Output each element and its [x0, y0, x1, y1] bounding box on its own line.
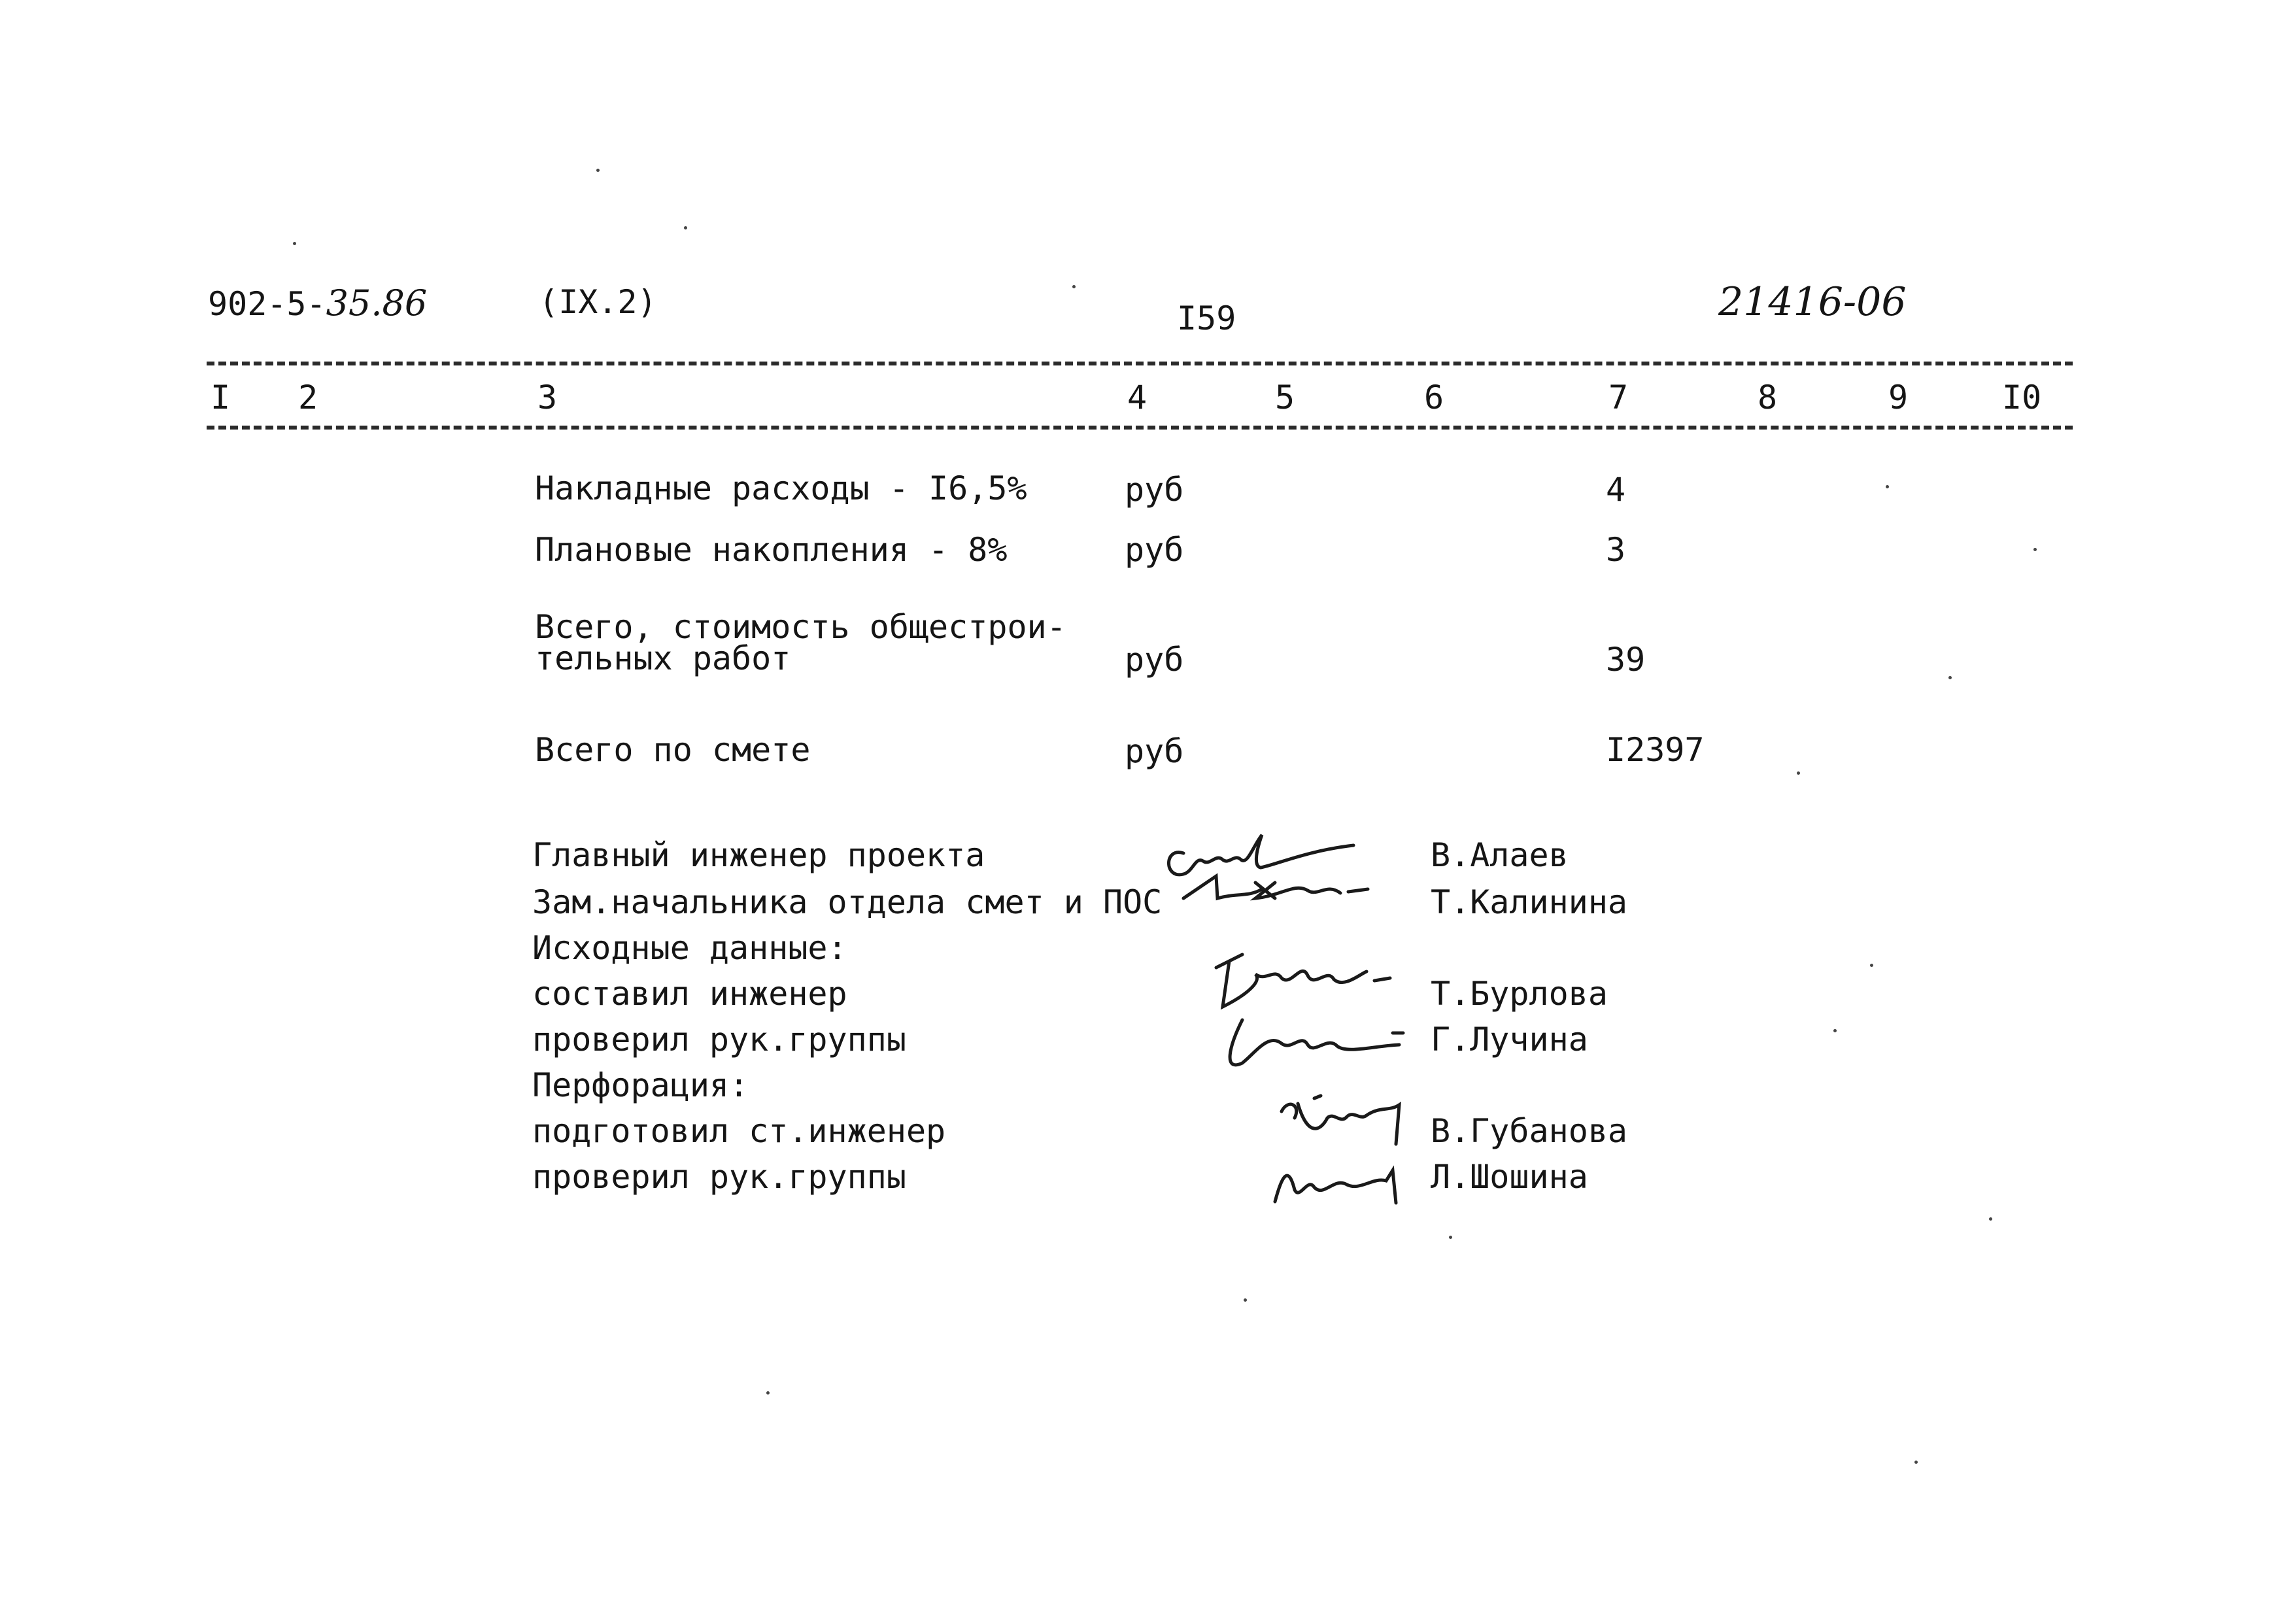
prepared-by-label: подготовил ст.инженер: [532, 1112, 946, 1150]
page-number: I59: [1177, 299, 1236, 337]
column-2-header: 2: [298, 379, 318, 416]
deputy-head-label: Зам.начальника отдела смет и ПОС: [532, 883, 1163, 921]
document-code-handwritten: 35.86: [326, 282, 428, 324]
column-1-header: I: [211, 379, 231, 416]
scan-speck: [684, 226, 687, 229]
scan-speck: [1797, 771, 1800, 775]
scan-speck: [1870, 964, 1873, 967]
planned-savings-label: Плановые накопления - 8%: [535, 531, 1008, 569]
general-construction-total-value: 39: [1606, 641, 1646, 679]
overhead-costs-label: Накладные расходы - I6,5%: [535, 469, 1027, 507]
section-number: (IX.2): [539, 283, 657, 321]
column-4-header: 4: [1127, 379, 1148, 416]
scan-speck: [1244, 1298, 1247, 1302]
scan-speck: [596, 169, 600, 172]
checked-by-2-label: проверил рук.группы: [532, 1158, 906, 1196]
checked-by-signature: [1216, 1007, 1406, 1079]
planned-savings-unit: руб: [1125, 531, 1184, 569]
deputy-head-signature: [1177, 870, 1373, 909]
general-construction-total-label-line2: тельных работ: [535, 639, 791, 677]
scan-speck: [1072, 285, 1076, 288]
checked-by-label: проверил рук.группы: [532, 1021, 906, 1058]
column-10-header: I0: [2002, 379, 2042, 416]
estimate-total-unit: руб: [1125, 732, 1184, 770]
planned-savings-value: 3: [1606, 531, 1626, 569]
document-code: [208, 282, 428, 324]
column-7-header: 7: [1608, 379, 1629, 416]
scan-speck: [1449, 1236, 1452, 1239]
chief-engineer-name: В.Алаев: [1431, 836, 1569, 874]
header-rule-top: [207, 362, 2073, 365]
prepared-by-name: В.Губанова: [1431, 1112, 1628, 1150]
document-code-printed: 902-5-: [208, 285, 326, 323]
scan-speck: [1886, 485, 1889, 488]
source-data-heading: Исходные данные:: [532, 929, 847, 967]
column-5-header: 5: [1275, 379, 1295, 416]
column-8-header: 8: [1758, 379, 1778, 416]
scan-speck: [1989, 1217, 1992, 1221]
perforation-heading: Перфорация:: [532, 1066, 749, 1104]
column-3-header: 3: [537, 379, 558, 416]
chief-engineer-label: Главный инженер проекта: [532, 836, 985, 874]
general-construction-total-label-line1: Всего, стоимость общестрои-: [535, 608, 1066, 646]
estimate-total-value: I2397: [1606, 731, 1705, 769]
estimate-total-label: Всего по смете: [535, 731, 811, 769]
scan-speck: [1833, 1029, 1837, 1032]
overhead-costs-value: 4: [1606, 471, 1626, 509]
deputy-head-name: Т.Калинина: [1431, 883, 1628, 921]
column-9-header: 9: [1888, 379, 1909, 416]
archive-number: 21416-06: [1718, 279, 1907, 325]
scan-speck: [2033, 548, 2037, 551]
compiled-by-label: составил инженер: [532, 975, 847, 1013]
scan-speck: [1914, 1461, 1918, 1464]
scan-speck: [293, 242, 296, 245]
compiled-by-name: Т.Бурлова: [1431, 975, 1608, 1013]
column-6-header: 6: [1424, 379, 1444, 416]
general-construction-total-unit: руб: [1125, 641, 1184, 679]
checked-by-name: Г.Лучина: [1431, 1021, 1588, 1058]
checked-by-2-name: Л.Шошина: [1431, 1158, 1588, 1196]
overhead-costs-unit: руб: [1125, 471, 1184, 509]
checked-by-2-signature: [1262, 1151, 1406, 1210]
header-rule-bottom: [207, 426, 2073, 430]
scan-speck: [766, 1391, 770, 1395]
scan-speck: [1948, 676, 1952, 679]
